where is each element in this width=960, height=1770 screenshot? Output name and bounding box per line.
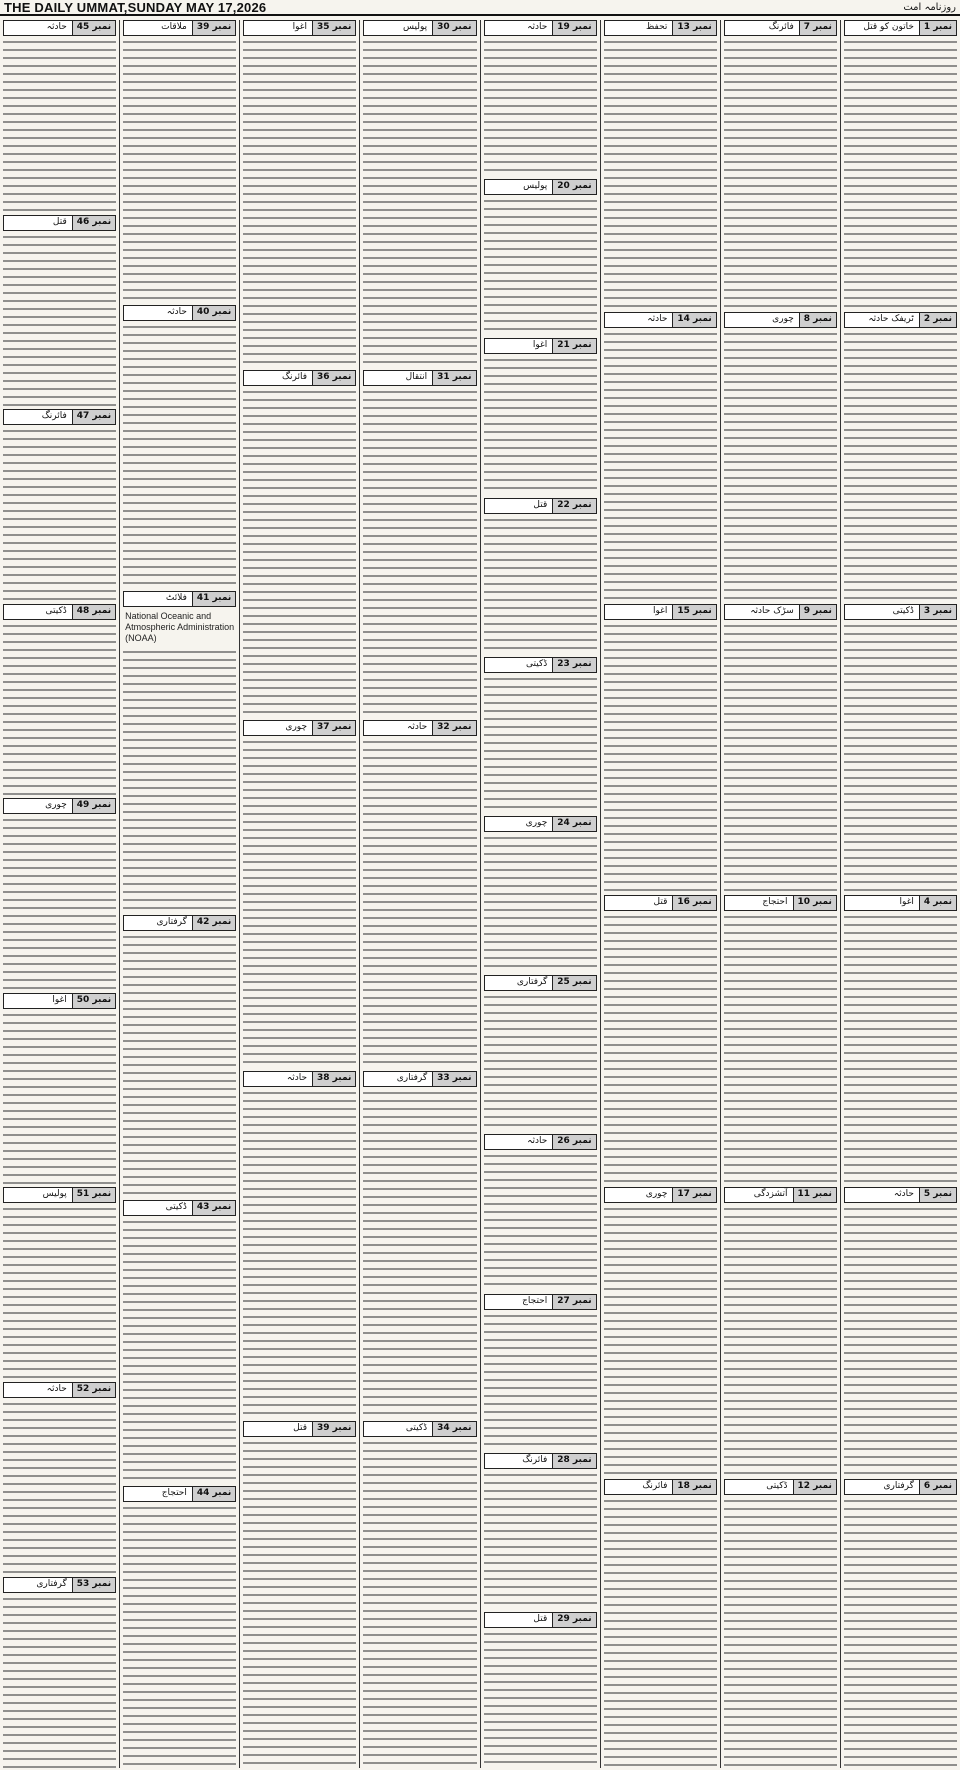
news-item-number: نمبر 11 [793, 1188, 836, 1202]
news-item-body-text [3, 427, 116, 601]
news-item-number: نمبر 25 [552, 976, 595, 990]
news-item-header [604, 895, 717, 911]
news-item [724, 895, 837, 1184]
news-item [123, 1486, 236, 1768]
news-item-number: نمبر 7 [799, 21, 836, 35]
news-item-header [484, 1134, 597, 1150]
news-item [3, 1382, 116, 1574]
news-item-number: نمبر 24 [552, 817, 595, 831]
news-item-number: نمبر 8 [799, 313, 836, 327]
news-item-number: نمبر 27 [552, 1295, 595, 1309]
news-column [720, 20, 840, 1768]
news-item-body-text [724, 1205, 837, 1476]
news-item-title: اغوا [899, 897, 914, 908]
news-item [243, 20, 356, 367]
news-item-header [363, 370, 476, 386]
news-item [363, 370, 476, 717]
news-item [484, 338, 597, 494]
news-item [484, 498, 597, 654]
news-item-body-text [243, 38, 356, 367]
news-item [844, 1187, 957, 1476]
news-item-header [724, 312, 837, 328]
news-item-header [844, 604, 957, 620]
news-item-number: نمبر 41 [192, 592, 235, 606]
news-item-number: نمبر 34 [432, 1422, 475, 1436]
news-item-title: قتل [653, 897, 668, 908]
news-column [480, 20, 600, 1768]
news-item-header [484, 1612, 597, 1628]
news-item [604, 1187, 717, 1476]
news-item-number: نمبر 47 [72, 410, 115, 424]
news-item-title: اغوا [292, 22, 308, 32]
news-item-title: خاتون کو قتل [863, 22, 914, 32]
news-item-body-text [123, 648, 236, 912]
news-item-header [724, 1187, 837, 1203]
news-item-body-text [484, 197, 597, 335]
news-item-header [3, 604, 116, 620]
news-item-header [484, 20, 597, 36]
news-item-title: گرفتاری [516, 977, 548, 988]
news-item-header [844, 1479, 957, 1495]
news-item-number: نمبر 42 [192, 916, 235, 930]
news-item-body-text [604, 622, 717, 893]
news-item-body-text [123, 323, 236, 587]
news-item-title: فائرنگ [522, 1454, 548, 1465]
news-item-number: نمبر 30 [432, 21, 475, 35]
news-item-title: اغوا [653, 605, 668, 616]
news-item [243, 720, 356, 1067]
news-item-body-text [484, 834, 597, 972]
news-item-number: نمبر 2 [919, 313, 956, 327]
news-item-header [724, 895, 837, 911]
news-item-body-text [123, 1218, 236, 1482]
news-item-number: نمبر 46 [72, 216, 115, 230]
news-item [3, 993, 116, 1185]
news-item-number: نمبر 20 [552, 180, 595, 194]
news-item-header [484, 338, 597, 354]
news-item-number: نمبر 18 [672, 1480, 715, 1494]
news-item [123, 305, 236, 587]
news-item-header [3, 1187, 116, 1203]
news-item-title: قتل [533, 499, 548, 510]
news-item-header [484, 816, 597, 832]
news-item-title: قتل [293, 1422, 308, 1433]
news-item [123, 591, 236, 912]
news-item-header [363, 1421, 476, 1437]
news-item-body-text [604, 330, 717, 601]
news-column [359, 20, 479, 1768]
news-item-number: نمبر 3 [919, 605, 956, 619]
news-item-title: حادثہ [893, 1189, 914, 1200]
news-item-body-text [604, 1205, 717, 1476]
news-item-title: چوری [525, 817, 548, 828]
news-item-number: نمبر 39 [312, 1422, 355, 1436]
news-item-title: فائرنگ [642, 1481, 668, 1492]
news-item [363, 1071, 476, 1418]
news-item-title: فائرنگ [41, 411, 67, 422]
news-item-title: گرفتاری [156, 916, 187, 927]
news-item [604, 604, 717, 893]
news-item [3, 215, 116, 407]
news-item-number: نمبر 50 [72, 994, 115, 1008]
news-column [0, 20, 119, 1768]
news-item [3, 798, 116, 990]
news-item-title: گرفتاری [883, 1481, 914, 1492]
news-item-body-text [363, 738, 476, 1067]
news-item [3, 604, 116, 796]
news-item-header [844, 1187, 957, 1203]
news-item-number: نمبر 49 [72, 799, 115, 813]
news-item-number: نمبر 43 [192, 1201, 235, 1215]
news-item-body-text [363, 1089, 476, 1418]
news-item-number: نمبر 4 [919, 896, 956, 910]
news-item-header [724, 20, 837, 36]
news-item-number: نمبر 14 [672, 313, 715, 327]
news-item-title: ڈکیتی [165, 1202, 187, 1213]
news-item-header [844, 312, 957, 328]
news-item-body-text [3, 1011, 116, 1185]
news-column [840, 20, 960, 1768]
news-item-number: نمبر 36 [312, 371, 355, 385]
news-item-title: ڈکیتی [45, 605, 67, 616]
news-item-header [123, 305, 236, 321]
news-item-body-text [243, 1439, 356, 1768]
news-item-title: چوری [645, 1189, 668, 1200]
news-item-title: احتجاج [522, 1295, 548, 1306]
news-item-number: نمبر 6 [919, 1480, 956, 1494]
news-item-title: آتشزدگی [753, 1189, 788, 1200]
news-item-header [3, 215, 116, 231]
news-item-title: ٹریفک حادثہ [868, 313, 914, 324]
news-item [604, 1479, 717, 1768]
news-item [484, 1612, 597, 1768]
news-item-body-text [844, 330, 957, 601]
news-item [724, 604, 837, 893]
news-item-header [604, 1187, 717, 1203]
news-item-body-text [3, 622, 116, 796]
news-item-header [604, 1479, 717, 1495]
news-item-number: نمبر 12 [793, 1480, 836, 1494]
news-item-number: نمبر 5 [919, 1188, 956, 1202]
news-item-title: حادثہ [407, 722, 428, 733]
news-item-body-text [3, 1400, 116, 1574]
news-item-body-text [844, 913, 957, 1184]
news-item-header [3, 1577, 116, 1593]
news-item [3, 1187, 116, 1379]
news-item-number: نمبر 38 [312, 1072, 355, 1086]
news-item-title: حادثہ [286, 1072, 308, 1083]
news-item-number: نمبر 33 [432, 1072, 475, 1086]
news-item-body-text [484, 1630, 597, 1768]
news-item-number: نمبر 40 [192, 306, 235, 320]
news-item-title: قتل [52, 216, 67, 227]
news-item-header [3, 798, 116, 814]
news-item [484, 975, 597, 1131]
news-item-title: قتل [533, 1613, 548, 1624]
news-item [123, 1200, 236, 1482]
news-item [724, 20, 837, 309]
news-columns [0, 20, 960, 1768]
news-item-number: نمبر 15 [672, 605, 715, 619]
news-item-body-text [3, 233, 116, 407]
news-item-body-text [123, 933, 236, 1197]
news-item-title: فائرنگ [281, 372, 308, 383]
news-item [3, 1577, 116, 1769]
news-item-latin-text: National Oceanic and Atmospheric Administration (NOAA) [125, 610, 235, 643]
news-item-title: اغوا [532, 340, 548, 351]
news-item-number: نمبر 9 [799, 605, 836, 619]
news-column [600, 20, 720, 1768]
news-item-number: نمبر 35 [312, 21, 355, 35]
news-item [484, 1453, 597, 1609]
news-item-body-text [844, 1205, 957, 1476]
news-item [844, 604, 957, 893]
news-item-title: حادثہ [166, 307, 187, 318]
news-item-header [243, 1421, 356, 1437]
news-item-header [724, 604, 837, 620]
news-item-header [844, 20, 957, 36]
news-item-title: اغوا [52, 994, 67, 1005]
news-item [724, 312, 837, 601]
news-item-body-text [604, 1497, 717, 1768]
news-item-body-text [604, 913, 717, 1184]
news-item-title: چوری [45, 800, 67, 811]
news-item-number: نمبر 32 [432, 721, 475, 735]
news-item-title: گرفتاری [396, 1072, 428, 1083]
news-item [484, 1134, 597, 1290]
news-item [844, 895, 957, 1184]
news-item-header [484, 498, 597, 514]
news-item-header [484, 1294, 597, 1310]
news-item [363, 20, 476, 367]
news-item-body-text [844, 38, 957, 309]
news-item-title: حادثہ [527, 22, 548, 32]
news-item-title: احتجاج [762, 897, 788, 908]
news-item [3, 20, 116, 212]
news-item-number: نمبر 28 [552, 1454, 595, 1468]
news-item-header [243, 20, 356, 36]
news-item-header [484, 657, 597, 673]
urdu-masthead-title: روزنامہ امت [903, 1, 956, 13]
news-item-body-text [484, 675, 597, 813]
news-item-number: نمبر 13 [672, 21, 715, 35]
news-item-title: حادثہ [527, 1136, 548, 1147]
news-item-header [3, 409, 116, 425]
news-item-body-text [243, 1089, 356, 1418]
news-item-title: چوری [772, 313, 794, 324]
news-item-header [123, 1200, 236, 1216]
news-item [484, 1294, 597, 1450]
news-item [243, 1071, 356, 1418]
news-item-header [363, 1071, 476, 1087]
news-item [3, 409, 116, 601]
news-item-number: نمبر 45 [72, 21, 115, 35]
news-item-header [123, 591, 236, 607]
news-item-number: نمبر 19 [552, 21, 595, 35]
news-item [484, 657, 597, 813]
news-item-number: نمبر 37 [312, 721, 355, 735]
news-item-header [243, 1071, 356, 1087]
news-item-body-text [484, 993, 597, 1131]
news-item-header [604, 604, 717, 620]
news-item-body-text [123, 1504, 236, 1768]
news-item-title: حادثہ [647, 313, 668, 324]
news-item-header [724, 1479, 837, 1495]
news-item [243, 1421, 356, 1768]
news-item-title: پولیس [42, 1189, 67, 1200]
news-item-title: ڈکیتی [526, 658, 548, 669]
news-item-number: نمبر 48 [72, 605, 115, 619]
news-item-header [243, 720, 356, 736]
news-item [724, 1479, 837, 1768]
news-item-body-text [3, 816, 116, 990]
news-item [123, 915, 236, 1197]
news-item-body-text [724, 38, 837, 309]
news-item-body-text [604, 38, 717, 309]
news-item [604, 312, 717, 601]
news-item-number: نمبر 31 [432, 371, 475, 385]
news-item-body-text [844, 622, 957, 893]
news-item-body-text [844, 1497, 957, 1768]
news-item-header [243, 370, 356, 386]
news-item-number: نمبر 53 [72, 1578, 115, 1592]
news-item-body-text [243, 738, 356, 1067]
news-item-number: نمبر 26 [552, 1135, 595, 1149]
news-item-body-text [3, 1205, 116, 1379]
news-item-body-text [123, 38, 236, 302]
news-item-body-text [724, 622, 837, 893]
news-item-header [484, 179, 597, 195]
news-item [724, 1187, 837, 1476]
news-item-number: نمبر 29 [552, 1613, 595, 1627]
news-item-header [3, 993, 116, 1009]
english-masthead-title: THE DAILY UMMAT,SUNDAY MAY 17,2026 [4, 0, 267, 15]
news-item-header [604, 312, 717, 328]
news-item-number: نمبر 44 [192, 1487, 235, 1501]
news-item [484, 816, 597, 972]
news-item-body-text [484, 1312, 597, 1450]
news-item-title: ملاقات [161, 22, 187, 32]
news-item-title: احتجاج [161, 1487, 187, 1498]
news-item-title: ڈکیتی [405, 1422, 428, 1433]
news-item-number: نمبر 51 [72, 1188, 115, 1202]
news-item-header [3, 20, 116, 36]
news-item-title: حادثہ [46, 1383, 67, 1394]
news-item [844, 20, 957, 309]
news-item-body-text [363, 38, 476, 367]
news-item [243, 370, 356, 717]
news-item-title: انتقال [405, 372, 428, 383]
news-item [363, 720, 476, 1067]
news-item-number: نمبر 21 [552, 339, 595, 353]
news-item-header [123, 915, 236, 931]
news-item [123, 20, 236, 302]
news-item-title: گرفتاری [36, 1578, 67, 1589]
news-item-body-text [484, 38, 597, 176]
news-item [844, 1479, 957, 1768]
news-item-number: نمبر 52 [72, 1383, 115, 1397]
news-item-body-text [3, 1595, 116, 1769]
news-item-body-text [3, 38, 116, 212]
news-item-title: پولیس [523, 181, 548, 192]
news-item-title: تحفظ [645, 22, 668, 32]
news-item-header [123, 20, 236, 36]
news-item [484, 20, 597, 176]
news-item-body-text [363, 388, 476, 717]
news-column [239, 20, 359, 1768]
news-item-number: نمبر 17 [672, 1188, 715, 1202]
news-item-header [3, 1382, 116, 1398]
news-item [604, 20, 717, 309]
news-item-header [363, 720, 476, 736]
news-item-header [484, 975, 597, 991]
masthead [0, 0, 960, 16]
news-item-number: نمبر 39 [192, 21, 235, 35]
news-item-body-text [363, 1439, 476, 1768]
news-item-header [604, 20, 717, 36]
news-item-body-text [724, 913, 837, 1184]
news-item-number: نمبر 22 [552, 499, 595, 513]
news-item-number: نمبر 23 [552, 658, 595, 672]
news-item-title: ڈکیتی [766, 1481, 788, 1492]
news-item-body-text [484, 1152, 597, 1290]
news-item-title: ڈکیتی [892, 605, 914, 616]
news-item-number: نمبر 1 [919, 21, 956, 35]
news-item [844, 312, 957, 601]
news-item [363, 1421, 476, 1768]
news-item-title: پولیس [403, 22, 428, 32]
news-item-title: چوری [285, 722, 308, 733]
news-item-body-text [484, 1471, 597, 1609]
news-item-number: نمبر 16 [672, 896, 715, 910]
news-item-title: سڑک حادثہ [750, 605, 794, 616]
news-item [604, 895, 717, 1184]
news-item-header [844, 895, 957, 911]
news-item [484, 179, 597, 335]
news-item-header [484, 1453, 597, 1469]
news-item-body-text [243, 388, 356, 717]
news-item-body-text [724, 330, 837, 601]
news-item-header [363, 20, 476, 36]
news-item-body-text [484, 516, 597, 654]
news-item-title: حادثہ [46, 22, 67, 32]
news-item-body-text [484, 356, 597, 494]
news-item-title: فائرنگ [768, 22, 794, 32]
news-item-number: نمبر 10 [793, 896, 836, 910]
news-item-header [123, 1486, 236, 1502]
news-item-title: فلائٹ [165, 592, 187, 603]
news-item-body-text [724, 1497, 837, 1768]
news-column [119, 20, 239, 1768]
